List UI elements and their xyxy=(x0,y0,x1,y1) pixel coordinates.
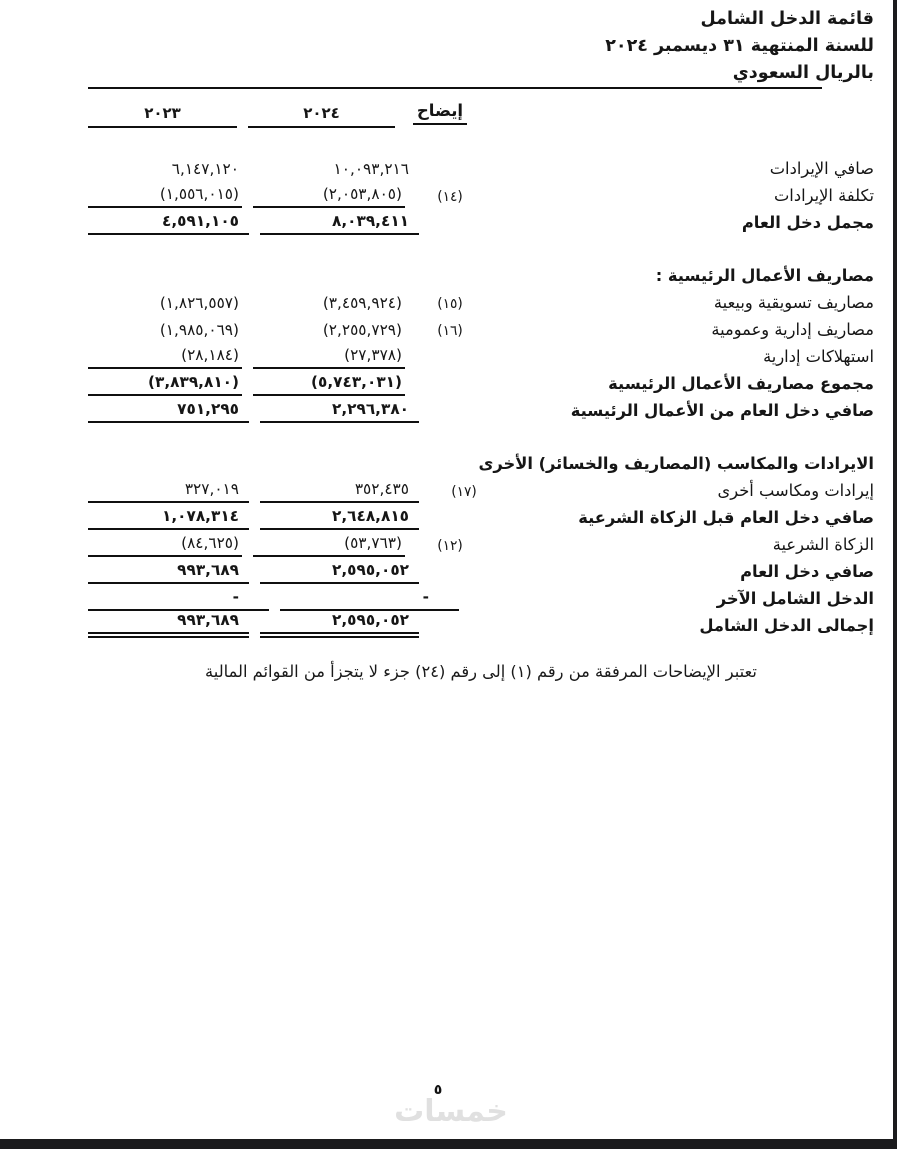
section-gap xyxy=(88,235,874,261)
statement-title: قائمة الدخل الشامل xyxy=(700,9,874,29)
row-label: مجموع مصاريف الأعمال الرئيسية xyxy=(608,374,874,393)
value-2023: ٤,٥٩١,١٠٥ xyxy=(88,212,249,235)
value-2023: (١,٩٨٥,٠٦٩) xyxy=(159,321,239,339)
value-2023: (٢٨,١٨٤) xyxy=(88,346,242,369)
column-header-2024: ٢٠٢٤ xyxy=(248,104,395,128)
value-2024: (٢٧,٣٧٨) xyxy=(253,346,405,369)
section-header-row xyxy=(88,261,874,288)
row-label: إجمالى الدخل الشامل xyxy=(699,616,874,635)
value-2024: ٢,٢٩٦,٣٨٠ xyxy=(260,400,419,423)
value-2023: (١,٨٢٦,٥٥٧) xyxy=(159,294,239,312)
note-number-cell xyxy=(419,178,509,181)
note-number-cell xyxy=(419,232,509,235)
row-label: صافي الإيرادات xyxy=(769,159,874,178)
value-2024: (٣,٤٥٩,٩٢٤) xyxy=(322,294,402,312)
row-label: تكلفة الإيرادات xyxy=(773,186,874,205)
table-body xyxy=(88,154,874,638)
note-number-cell: (١٥) xyxy=(437,296,463,312)
note-number-cell xyxy=(419,635,509,638)
value-2024: (٥,٧٤٣,٠٣١) xyxy=(253,373,405,396)
value-2023: ٧٥١,٢٩٥ xyxy=(88,400,249,423)
row-label: الزكاة الشرعية xyxy=(772,535,874,554)
note-number-cell xyxy=(419,420,509,423)
value-2023: (٣,٨٣٩,٨١٠) xyxy=(88,373,242,396)
column-header-2023: ٢٠٢٣ xyxy=(88,104,237,128)
section-header-row xyxy=(88,449,874,476)
row-label: مجمل دخل العام xyxy=(741,213,874,232)
table-row xyxy=(88,288,874,315)
note-number-cell: (١٧) xyxy=(451,484,477,500)
value-2023: (٨٤,٦٢٥) xyxy=(88,534,242,557)
income-statement-table xyxy=(0,89,897,681)
khamsat-watermark: خمسات xyxy=(394,1094,508,1129)
value-2023: (١,٥٥٦,٠١٥) xyxy=(88,185,242,208)
scan-edge-bottom xyxy=(0,1139,897,1149)
statement-period: للسنة المنتهية ٣١ ديسمبر ٢٠٢٤ xyxy=(605,36,874,56)
table-row xyxy=(88,315,874,342)
note-number-cell: (١٤) xyxy=(437,189,463,205)
header-rule xyxy=(88,87,822,89)
value-2023: ٣٢٧,٠١٩ xyxy=(88,480,249,503)
value-2023: ٦,١٤٧,١٢٠ xyxy=(171,160,239,178)
row-label: إيرادات ومكاسب أخرى xyxy=(717,481,874,500)
row-label: الدخل الشامل الآخر xyxy=(716,589,874,608)
table-row xyxy=(88,154,874,181)
row-label: مصاريف الأعمال الرئيسية : xyxy=(655,266,874,285)
note-number-cell: (١٦) xyxy=(437,323,463,339)
note-number-cell: (١٢) xyxy=(437,538,463,554)
table-header-row xyxy=(88,98,874,128)
statement-header xyxy=(0,0,897,87)
row-label: صافي دخل العام من الأعمال الرئيسية xyxy=(570,401,874,420)
row-label: الايرادات والمكاسب (المصاريف والخسائر) الأخرى xyxy=(478,454,874,473)
column-header-note xyxy=(395,101,485,128)
statement-currency: بالريال السعودي xyxy=(732,63,874,83)
table-row xyxy=(88,208,874,235)
table-row xyxy=(88,611,874,638)
value-2024: - xyxy=(280,588,459,611)
row-label: صافي دخل العام قبل الزكاة الشرعية xyxy=(578,508,874,527)
note-number-cell xyxy=(419,527,509,530)
page-number: ٥ xyxy=(433,1082,443,1098)
value-2024: ١٠,٠٩٣,٢١٦ xyxy=(333,160,409,178)
note-number-cell xyxy=(419,581,509,584)
note-number-cell xyxy=(405,366,495,369)
note-number-cell xyxy=(405,393,495,396)
section-gap xyxy=(88,423,874,449)
value-2024: ٢,٥٩٥,٠٥٢ xyxy=(260,561,419,584)
value-2023: ٩٩٣,٦٨٩ xyxy=(88,611,249,638)
table-row xyxy=(88,476,874,503)
table-row xyxy=(88,584,874,611)
note-column-title: إيضاح xyxy=(413,101,467,125)
row-label: استهلاكات إدارية xyxy=(763,347,874,366)
value-2024: ٢,٥٩٥,٠٥٢ xyxy=(260,611,419,638)
value-2024: (٢,٠٥٣,٨٠٥) xyxy=(253,185,405,208)
table-row xyxy=(88,503,874,530)
table-row xyxy=(88,369,874,396)
value-2024: (٢,٢٥٥,٧٢٩) xyxy=(322,321,402,339)
value-2024: ٢,٦٤٨,٨١٥ xyxy=(260,507,419,530)
table-row xyxy=(88,342,874,369)
row-label: مصاريف إدارية وعمومية xyxy=(711,320,874,339)
scan-edge-right xyxy=(893,0,897,1149)
value-2023: - xyxy=(88,588,269,611)
value-2023: ٩٩٣,٦٨٩ xyxy=(88,561,249,584)
table-row xyxy=(88,557,874,584)
row-label: صافي دخل العام xyxy=(740,562,874,581)
value-2023: ١,٠٧٨,٣١٤ xyxy=(88,507,249,530)
table-row xyxy=(88,530,874,557)
value-2024: ٣٥٢,٤٣٥ xyxy=(260,480,419,503)
table-row xyxy=(88,181,874,208)
table-row xyxy=(88,396,874,423)
note-number-cell xyxy=(459,608,549,611)
row-label: مصاريف تسويقية وبيعية xyxy=(713,293,874,312)
notes-reference-line: تعتبر الإيضاحات المرفقة من رقم (١) إلى رقم (٢٤) جزء لا يتجزأ من القوائم المالية xyxy=(205,662,757,681)
value-2024: (٥٣,٧٦٣) xyxy=(253,534,405,557)
value-2024: ٨,٠٣٩,٤١١ xyxy=(260,212,419,235)
